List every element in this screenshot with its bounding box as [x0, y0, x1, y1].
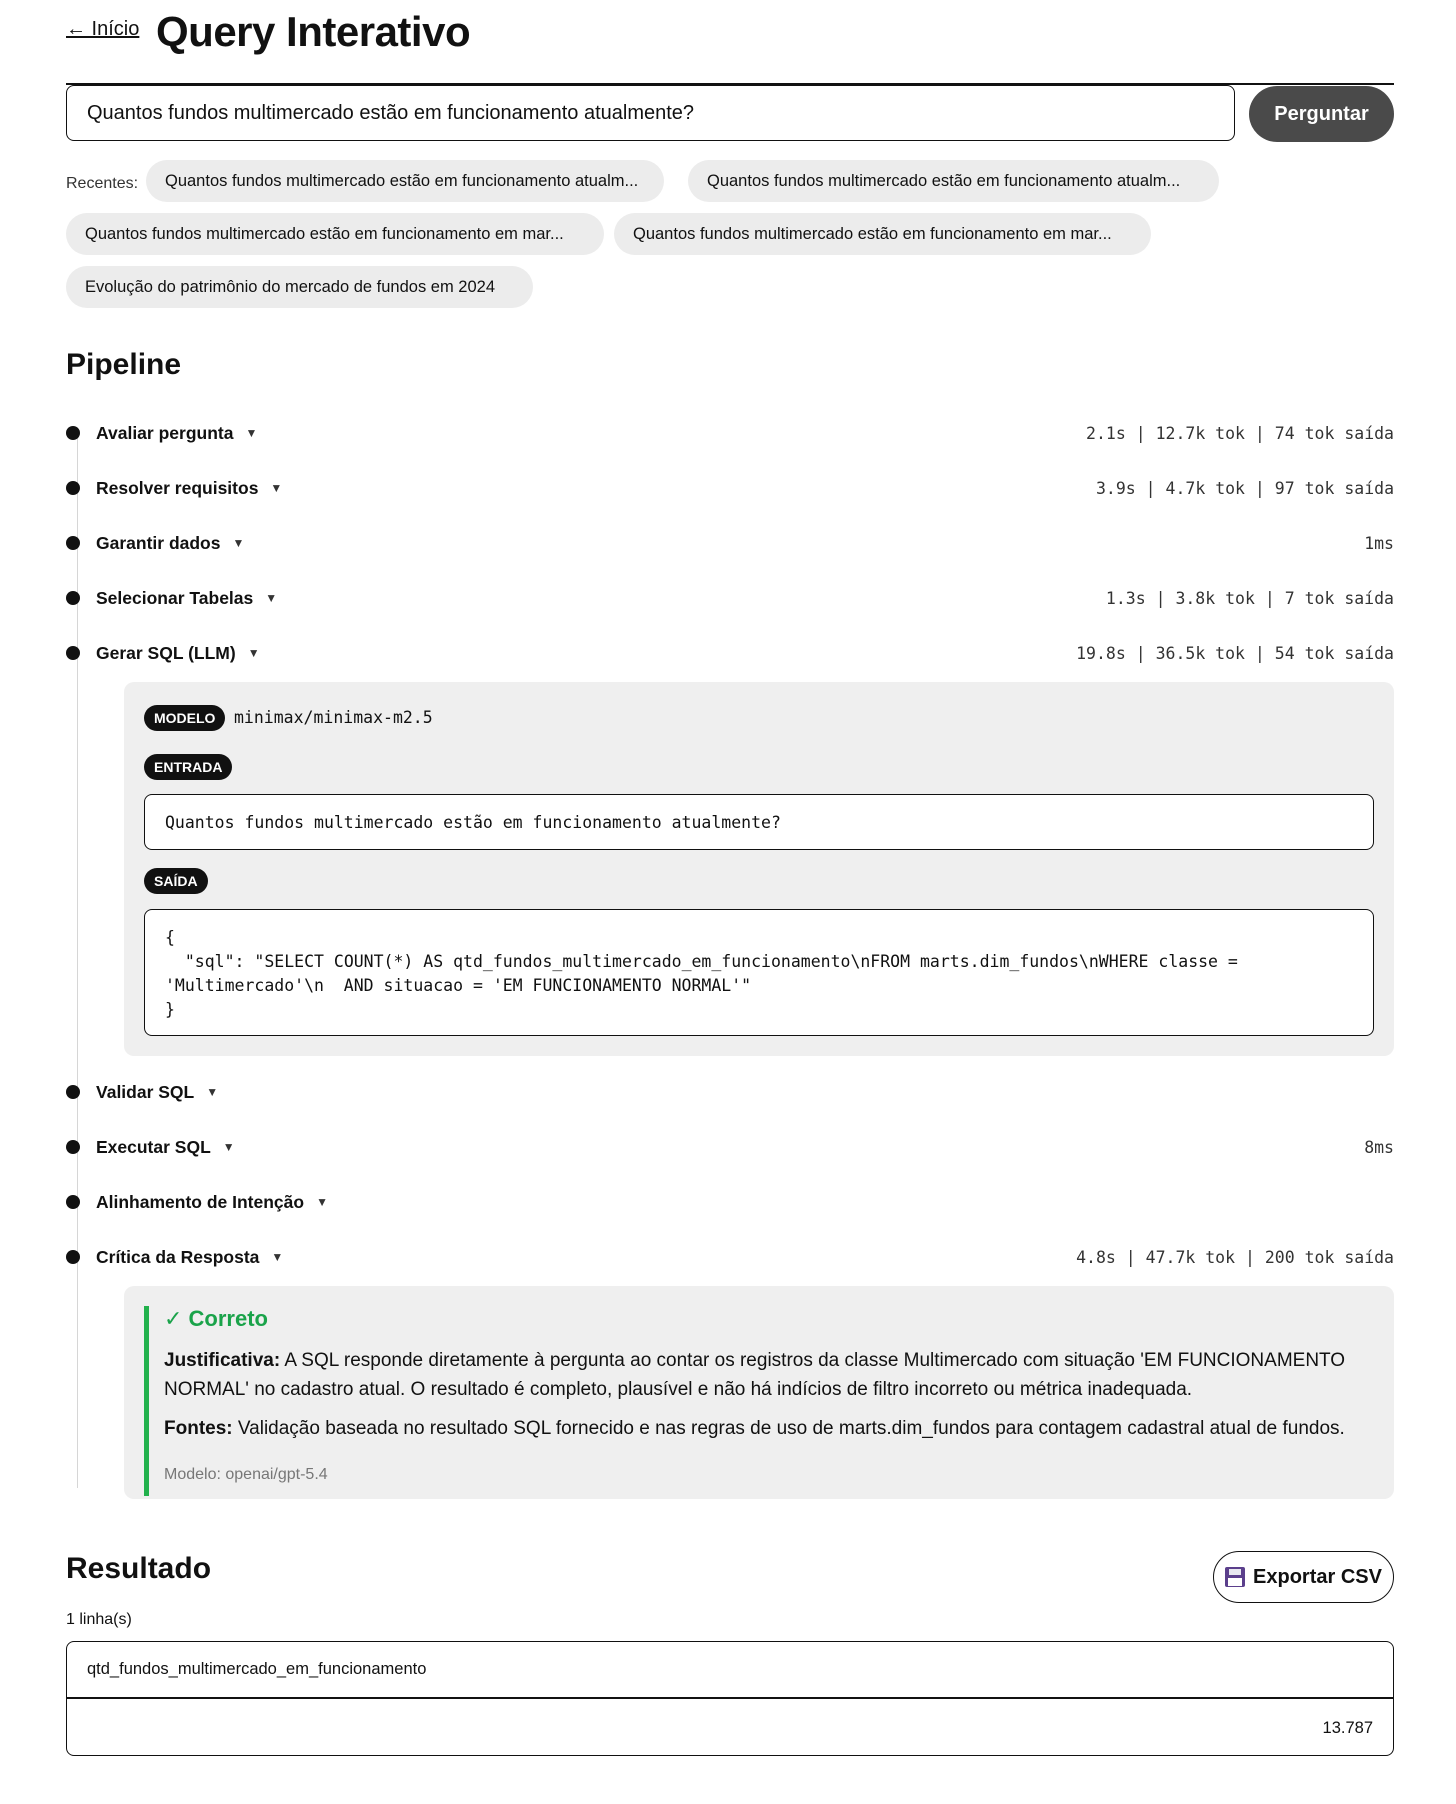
step-label[interactable]: Garantir dados	[96, 532, 221, 553]
critique-verdict: ✓ Correto	[164, 1306, 268, 1331]
step-dot	[66, 591, 80, 605]
step-label[interactable]: Executar SQL	[96, 1136, 211, 1157]
pipeline-step-garantir-dados[interactable]	[66, 528, 1394, 558]
pipeline-step-selecionar-tabelas[interactable]	[66, 583, 1394, 613]
step-dot	[66, 646, 80, 660]
step-metric: 1ms	[1364, 533, 1394, 553]
model-name: minimax/minimax-m2.5	[234, 708, 433, 727]
pipeline-step-alinhamento-intencao[interactable]	[66, 1187, 1394, 1217]
pipeline-step-gerar-sql[interactable]	[66, 638, 1394, 668]
output-badge: SAÍDA	[144, 868, 208, 894]
chevron-down-icon[interactable]: ▼	[222, 1140, 235, 1154]
pipeline-step-critica-resposta[interactable]	[66, 1242, 1394, 1272]
result-title: Resultado	[66, 1552, 212, 1585]
export-csv-label: Exportar CSV	[1253, 1565, 1382, 1588]
pipeline-step-resolver-requisitos[interactable]	[66, 473, 1394, 503]
chevron-down-icon[interactable]: ▼	[245, 426, 258, 440]
step-metric: 1.3s | 3.8k tok | 7 tok saída	[1105, 588, 1394, 608]
step-label[interactable]: Alinhamento de Intenção	[96, 1191, 305, 1212]
critique-sources	[164, 1414, 1364, 1443]
recent-query-chip[interactable]: Quantos fundos multimercado estão em funcionamento em mar...	[66, 213, 604, 255]
critique-model: Modelo: openai/gpt-5.4	[164, 1466, 328, 1483]
page-title: Query Interativo	[156, 8, 471, 55]
step-label[interactable]: Crítica da Resposta	[96, 1246, 260, 1267]
step-metric: 3.9s | 4.7k tok | 97 tok saída	[1095, 478, 1394, 498]
pipeline-title: Pipeline	[66, 348, 182, 381]
floppy-disk-icon	[1225, 1567, 1245, 1587]
justification-text: A SQL responde diretamente à pergunta ao contar os registros da classe Multimercado com situação 'EM FUNCIONAMENTO NORMAL' no cadastro atual. O resultado é completo, plausível e não há indícios de filtro incorreto ou métrica inadequada.	[164, 1350, 1346, 1400]
step-dot	[66, 1250, 80, 1264]
chevron-down-icon[interactable]: ▼	[206, 1085, 219, 1099]
justification-label: Justificativa:	[164, 1350, 281, 1371]
input-badge: ENTRADA	[144, 754, 232, 780]
llm-output-box: { "sql": "SELECT COUNT(*) AS qtd_fundos_multimercado_em_funcionamento\nFROM marts.dim_fundos\nWHERE classe = 'Multimercado'\n AND situacao = 'EM FUNCIONAMENTO NORMAL'" }	[144, 909, 1374, 1036]
recent-query-chip[interactable]: Quantos fundos multimercado estão em funcionamento atualm...	[146, 160, 664, 202]
pipeline-step-executar-sql[interactable]	[66, 1132, 1394, 1162]
chevron-down-icon[interactable]: ▼	[270, 481, 283, 495]
recent-query-chip[interactable]: Quantos fundos multimercado estão em funcionamento em mar...	[614, 213, 1151, 255]
step-label[interactable]: Selecionar Tabelas	[96, 587, 254, 608]
step-dot	[66, 426, 80, 440]
llm-input-box: Quantos fundos multimercado estão em funcionamento atualmente?	[144, 794, 1374, 850]
export-csv-button[interactable]	[1213, 1551, 1394, 1603]
step-metric: 19.8s | 36.5k tok | 54 tok saída	[1076, 643, 1394, 663]
recent-query-chip[interactable]: Evolução do patrimônio do mercado de fundos em 2024	[66, 266, 533, 308]
step-dot	[66, 536, 80, 550]
chevron-down-icon[interactable]: ▼	[271, 1250, 284, 1264]
critique-justification	[164, 1346, 1364, 1404]
sources-label: Fontes:	[164, 1418, 233, 1439]
step-label[interactable]: Avaliar pergunta	[96, 422, 234, 443]
recents-label: Recentes:	[66, 175, 139, 192]
sources-text: Validação baseada no resultado SQL fornecido e nas regras de uso de marts.dim_fundos para contagem cadastral atual de fundos.	[232, 1418, 1345, 1439]
step-label[interactable]: Gerar SQL (LLM)	[96, 642, 236, 663]
step-dot	[66, 1195, 80, 1209]
step-dot	[66, 481, 80, 495]
step-label[interactable]: Resolver requisitos	[96, 477, 259, 498]
model-badge: MODELO	[144, 705, 225, 731]
step-metric: 2.1s | 12.7k tok | 74 tok saída	[1086, 423, 1394, 443]
table-header-cell: qtd_fundos_multimercado_em_funcionamento	[67, 1642, 1393, 1699]
row-count: 1 linha(s)	[66, 1611, 132, 1628]
step-label[interactable]: Validar SQL	[96, 1081, 195, 1102]
question-input[interactable]	[66, 85, 1235, 141]
recent-query-chip[interactable]: Quantos fundos multimercado estão em funcionamento atualm...	[688, 160, 1219, 202]
sql-generation-detail-panel	[124, 682, 1394, 1056]
step-metric: 8ms	[1364, 1137, 1394, 1157]
pipeline-step-avaliar-pergunta[interactable]	[66, 418, 1394, 448]
back-home-link[interactable]: ← Início	[66, 18, 140, 40]
table-cell: 13.787	[1322, 1718, 1373, 1737]
chevron-down-icon[interactable]: ▼	[265, 591, 278, 605]
ask-button[interactable]: Perguntar	[1249, 86, 1394, 142]
chevron-down-icon[interactable]: ▼	[247, 646, 260, 660]
critique-detail-panel	[124, 1286, 1394, 1499]
chevron-down-icon[interactable]: ▼	[232, 536, 245, 550]
critique-accent-bar	[144, 1306, 149, 1496]
pipeline-step-validar-sql[interactable]	[66, 1077, 1394, 1107]
step-dot	[66, 1140, 80, 1154]
chevron-down-icon[interactable]: ▼	[316, 1195, 328, 1209]
step-dot	[66, 1085, 80, 1099]
result-table	[66, 1641, 1394, 1756]
step-metric: 4.8s | 47.7k tok | 200 tok saída	[1076, 1247, 1394, 1267]
